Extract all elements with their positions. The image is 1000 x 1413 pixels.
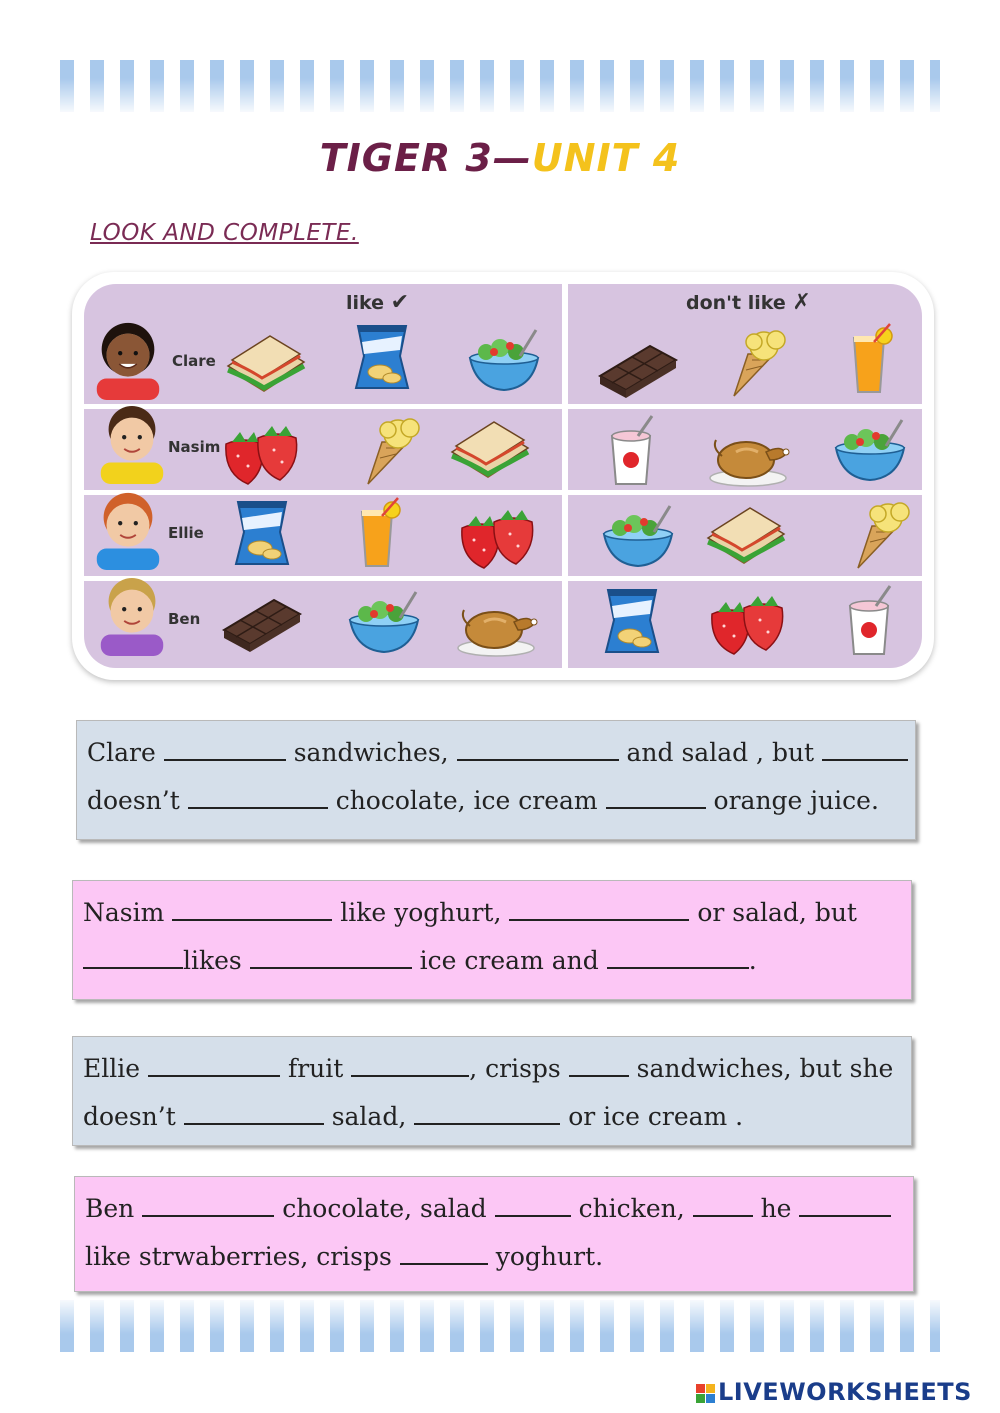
row-divider — [84, 404, 922, 409]
salad-icon — [826, 412, 912, 486]
likes-chart-grid — [84, 284, 922, 668]
text-segment: orange juice. — [713, 786, 879, 815]
orange-juice-icon — [334, 496, 420, 570]
exercise-line — [87, 729, 905, 777]
decorative-stripes-bottom — [60, 1300, 940, 1352]
row-name: Ellie — [168, 524, 204, 542]
exercise-line — [83, 937, 901, 985]
answer-blank[interactable] — [250, 945, 412, 969]
logo-text: LIVEWORKSHEETS — [718, 1378, 972, 1406]
answer-blank[interactable] — [457, 737, 619, 761]
column-divider — [562, 284, 568, 668]
text-segment: chocolate, ice cream — [335, 786, 598, 815]
exercise-ben — [74, 1176, 914, 1292]
dislike-label: don't like — [686, 292, 786, 314]
likes-chart — [72, 272, 934, 680]
answer-blank[interactable] — [569, 1053, 629, 1077]
crisps-icon — [340, 320, 426, 394]
decorative-stripes-top — [60, 60, 940, 112]
orange-juice-icon — [826, 322, 912, 396]
exercise-line — [85, 1185, 903, 1233]
text-segment: chicken, — [578, 1194, 685, 1223]
check-mark-icon: ✔ — [390, 290, 410, 315]
answer-blank[interactable] — [414, 1101, 560, 1125]
nasim-photo-icon — [90, 404, 174, 484]
exercise-clare — [76, 720, 916, 840]
answer-blank[interactable] — [822, 737, 908, 761]
chicken-icon — [706, 416, 792, 490]
text-segment: doesn’t — [87, 786, 180, 815]
yoghurt-icon — [588, 414, 674, 488]
answer-blank[interactable] — [188, 785, 328, 809]
logo-mark-icon — [696, 1384, 715, 1403]
answer-blank[interactable] — [142, 1193, 274, 1217]
text-segment: sandwiches, but she — [636, 1054, 894, 1083]
liveworksheets-logo[interactable] — [696, 1378, 972, 1406]
text-segment: salad, — [331, 1102, 407, 1131]
chocolate-icon — [594, 328, 680, 402]
text-segment: yoghurt. — [495, 1242, 604, 1271]
ice-cream-icon — [836, 496, 922, 570]
exercise-line — [83, 889, 901, 937]
text-segment: or salad, but — [697, 898, 857, 927]
answer-blank[interactable] — [607, 945, 749, 969]
sandwich-icon — [702, 498, 788, 572]
text-segment: like yoghurt, — [340, 898, 502, 927]
strawberries-icon — [704, 584, 790, 658]
title-series: TIGER 3— — [319, 136, 532, 180]
answer-blank[interactable] — [693, 1193, 753, 1217]
text-segment: or ice cream . — [568, 1102, 744, 1131]
like-header — [346, 290, 409, 315]
answer-blank[interactable] — [400, 1241, 488, 1265]
title-unit: UNIT 4 — [531, 136, 681, 180]
answer-blank[interactable] — [148, 1053, 280, 1077]
salad-icon — [460, 322, 546, 396]
row-name: Ben — [168, 610, 201, 628]
row-name: Clare — [172, 352, 216, 370]
exercise-line — [85, 1233, 903, 1281]
text-segment: chocolate, salad — [282, 1194, 487, 1223]
text-segment: . — [748, 946, 757, 975]
text-segment: Nasim — [83, 898, 165, 927]
page-title — [0, 136, 1000, 180]
yoghurt-icon — [826, 584, 912, 658]
clare-photo-icon — [86, 320, 170, 400]
strawberries-icon — [454, 498, 540, 572]
ellie-photo-icon — [86, 490, 170, 570]
chocolate-icon — [218, 582, 304, 656]
text-segment: Ben — [85, 1194, 135, 1223]
crisps-icon — [220, 496, 306, 570]
text-segment: doesn’t — [83, 1102, 176, 1131]
text-segment: Ellie — [83, 1054, 141, 1083]
crisps-icon — [590, 584, 676, 658]
answer-blank[interactable] — [509, 897, 689, 921]
cross-mark-icon: ✗ — [792, 290, 811, 315]
salad-icon — [594, 498, 680, 572]
ice-cream-icon — [346, 412, 432, 486]
answer-blank[interactable] — [495, 1193, 571, 1217]
chicken-icon — [454, 586, 540, 660]
row-name: Nasim — [168, 438, 221, 456]
answer-blank[interactable] — [83, 945, 183, 969]
text-segment: , crisps — [469, 1054, 561, 1083]
row-divider — [84, 576, 922, 581]
exercise-nasim — [72, 880, 912, 1000]
answer-blank[interactable] — [164, 737, 286, 761]
exercise-ellie — [72, 1036, 912, 1146]
text-segment: likes — [183, 946, 242, 975]
row-divider — [84, 490, 922, 495]
answer-blank[interactable] — [351, 1053, 469, 1077]
instruction-heading: LOOK AND COMPLETE. — [90, 220, 359, 246]
ben-photo-icon — [90, 576, 174, 656]
answer-blank[interactable] — [184, 1101, 324, 1125]
text-segment: and salad , but — [626, 738, 815, 767]
dislike-header — [686, 290, 811, 315]
answer-blank[interactable] — [172, 897, 332, 921]
sandwich-icon — [222, 326, 308, 400]
answer-blank[interactable] — [606, 785, 706, 809]
ice-cream-icon — [712, 324, 798, 398]
text-segment: fruit — [287, 1054, 344, 1083]
like-label: like — [346, 292, 385, 314]
strawberries-icon — [218, 414, 304, 488]
sandwich-icon — [446, 412, 532, 486]
text-segment: ice cream and — [419, 946, 599, 975]
text-segment: sandwiches, — [293, 738, 449, 767]
exercise-line — [83, 1093, 901, 1141]
text-segment: he — [760, 1194, 792, 1223]
text-segment: Clare — [87, 738, 156, 767]
exercise-line — [83, 1045, 901, 1093]
salad-icon — [340, 584, 426, 658]
text-segment: like strwaberries, crisps — [85, 1242, 392, 1271]
answer-blank[interactable] — [799, 1193, 891, 1217]
exercise-line — [87, 777, 905, 825]
